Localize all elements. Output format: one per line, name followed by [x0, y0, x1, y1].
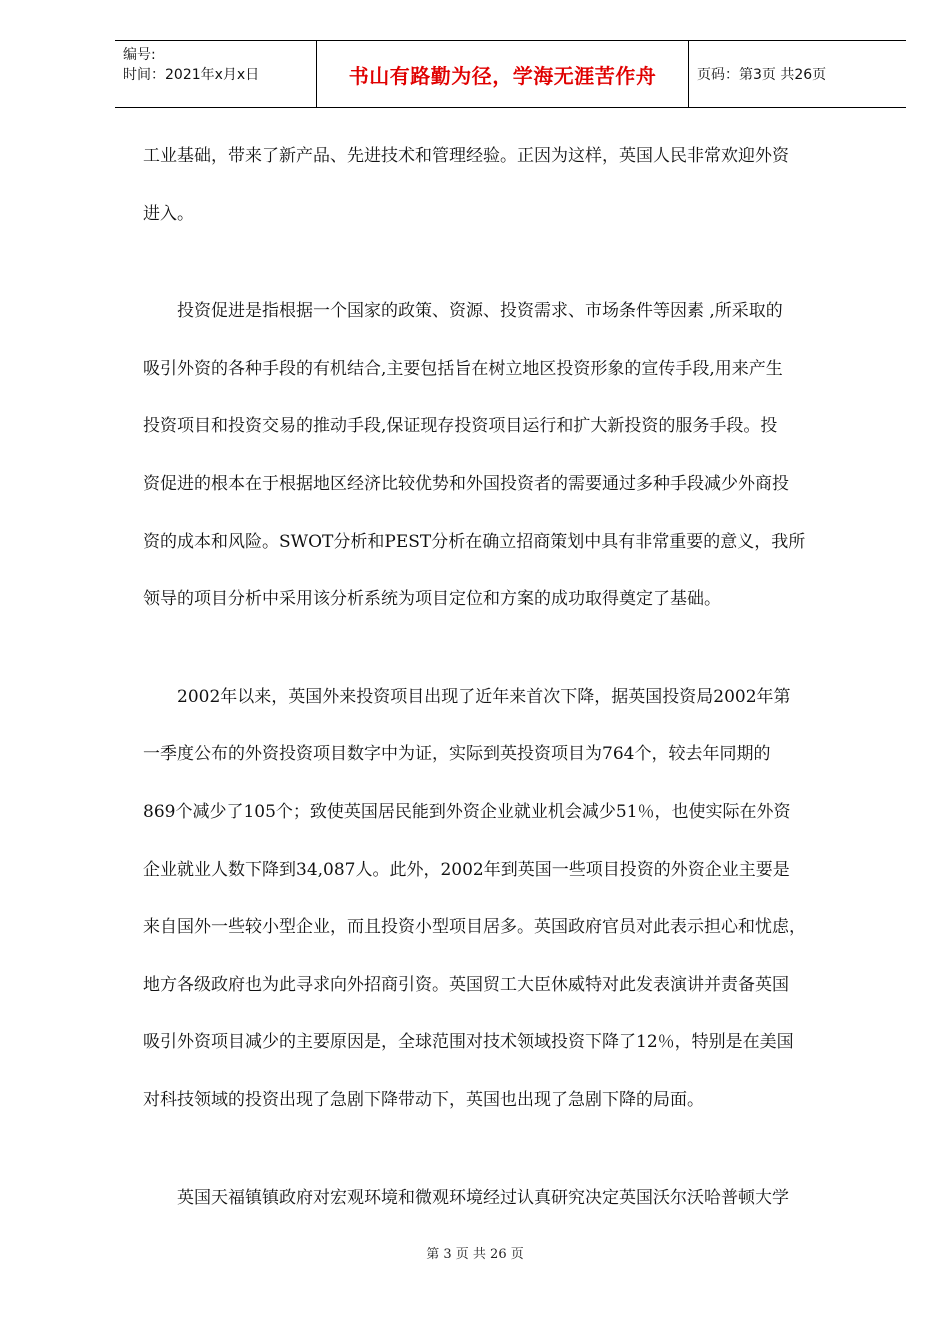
paragraph [143, 283, 878, 629]
text-line: 英国天福镇镇政府对宏观环境和微观环境经过认真研究决定英国沃尔沃哈普顿大学 [143, 1187, 789, 1208]
text-line: 企业就业人数下降到34,087人。此外，2002年到英国一些项目投资的外资企业主要是 [143, 859, 790, 880]
text-line: 资促进的根本在于根据地区经济比较优势和外国投资者的需要通过多种手段减少外商投 [143, 473, 789, 494]
document-time-label: 时间：2021年x月x日 [123, 67, 260, 83]
text-line: 工业基础，带来了新产品、先进技术和管理经验。正因为这样，英国人民非常欢迎外资 [143, 146, 789, 166]
document-body [143, 128, 878, 1227]
text-line: 2002年以来，英国外来投资项目出现了近年来首次下降，据英国投资局2002年第 [143, 686, 791, 707]
document-number-label: 编号: [123, 47, 156, 63]
text-line: 对科技领域的投资出现了急剧下降带动下，英国也出现了急剧下降的局面。 [143, 1089, 704, 1110]
text-line: 投资项目和投资交易的推动手段,保证现存投资项目运行和扩大新投资的服务手段。投 [143, 416, 778, 437]
text-line: 869个减少了105个；致使英国居民能到外资企业就业机会减少51％，也使实际在外资 [143, 801, 791, 822]
text-line: 一季度公布的外资投资项目数字中为证，实际到英投资项目为764个，较去年同期的 [143, 744, 771, 765]
header-meta [115, 41, 316, 107]
paragraph [143, 669, 878, 1130]
header-motto: 书山有路勤为径，学海无涯苦作舟 [316, 41, 689, 107]
paragraph [143, 1170, 878, 1228]
text-line: 领导的项目分析中采用该分析系统为项目定位和方案的成功取得奠定了基础。 [143, 589, 721, 610]
text-line: 进入。 [143, 203, 194, 224]
page-header [115, 40, 906, 108]
text-line: 地方各级政府也为此寻求向外招商引资。英国贸工大臣休威特对此发表演讲并责备英国 [143, 974, 789, 995]
text-line: 吸引外资的各种手段的有机结合,主要包括旨在树立地区投资形象的宣传手段,用来产生 [143, 358, 783, 379]
page-footer: 第 3 页 共 26 页 [426, 1247, 524, 1262]
header-page-label: 页码：第3页 共26页 [697, 67, 827, 83]
paragraph [143, 128, 878, 243]
text-line: 资的成本和风险。SWOT分析和PEST分析在确立招商策划中具有非常重要的意义，我所 [143, 531, 806, 552]
text-line: 来自国外一些较小型企业，而且投资小型项目居多。英国政府官员对此表示担心和忧虑， [143, 917, 806, 938]
text-line: 吸引外资项目减少的主要原因是，全球范围对技术领域投资下降了12％，特别是在美国 [143, 1032, 794, 1053]
text-line: 投资促进是指根据一个国家的政策、资源、投资需求、市场条件等因素 ,所采取的 [143, 301, 783, 322]
